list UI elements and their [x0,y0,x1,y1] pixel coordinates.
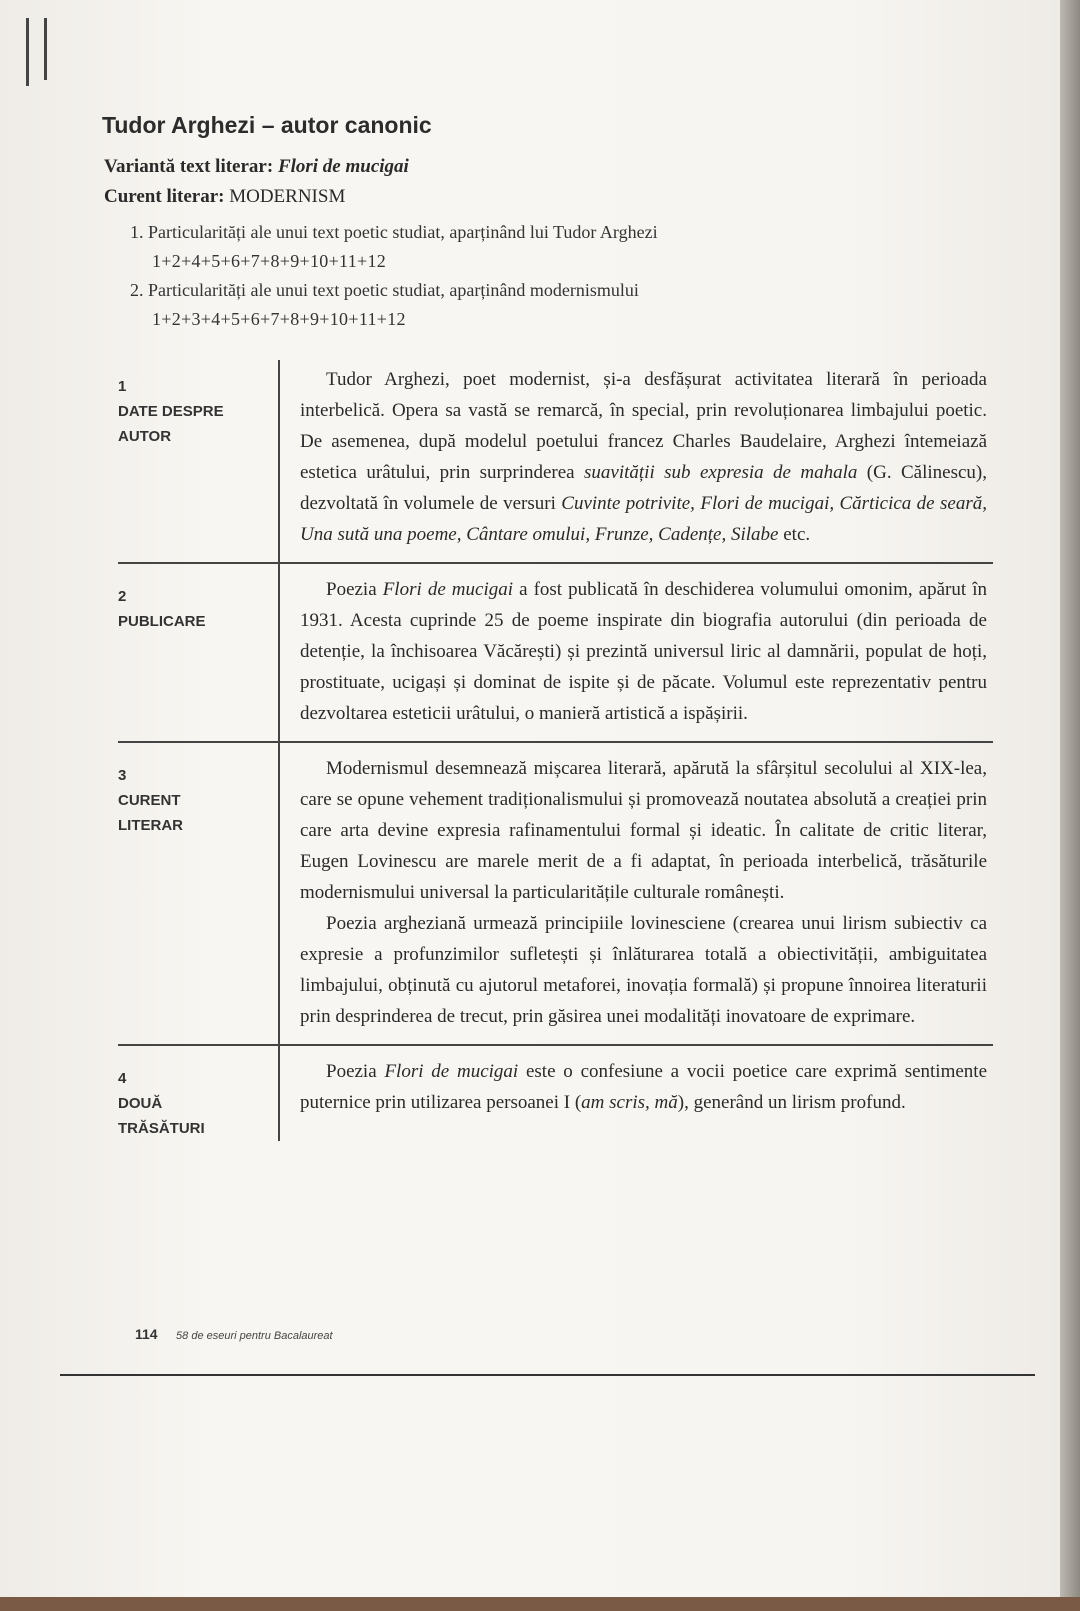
paragraph: Modernismul desemnează mișcarea literară, apărută la sfârșitul secolului al XIX-lea, care se opune vehement tradiționalismului și promovează noutatea absolută a creației prin care arta devine expresia rafinamentului formal și ideatic. În calitate de critic literar, Eugen Lovinescu are marele merit de a fi adaptat, în perioada interbelică, trăsăturile modernismului universal la particularitățile culturale românești. [300,758,987,903]
text-span: Poezia [326,579,383,600]
footer-divider [60,1374,1035,1376]
paragraph: Poezia argheziană urmează principiile lovinesciene (crearea unui lirism subiectiv ca expresie a profunzimilor sufletești și înlăturarea totală a obiectivității, ambiguitatea limbajului, obținută cu ajutorul metaforei, inovația formală) și propune înnoirea literaturii prin desprinderea de trecut, prin găsirea unei modalități inovatoare de exprimare. [300,913,987,1027]
row-content [278,743,993,1044]
text-span: (G. Călinescu), dezvoltată în volumele de versuri [300,462,987,514]
requirement-text: 1. Particularități ale unui text poetic studiat, aparținând lui Tudor Arghezi [130,222,658,242]
row-label [108,564,278,741]
row-number: 4 [118,1070,127,1087]
row-label [108,360,278,562]
poem-title-italic: Flori de mucigai [382,579,514,600]
essay-table [108,360,993,1141]
variant-label: Variantă text literar: [104,156,274,177]
table-row [108,564,993,741]
text-span: Poezia [326,1061,385,1082]
current-label: Curent literar: [104,186,225,207]
quote-italic: am scris, mă [581,1092,678,1113]
row-content [278,360,993,562]
row-number: 3 [118,767,127,784]
row-title: DOUĂ [118,1095,163,1112]
row-label [108,1046,278,1141]
book-title: 58 de eseuri pentru Bacalaureat [176,1330,333,1342]
current-value: MODERNISM [229,186,346,207]
row-label [108,743,278,1044]
text-span: etc. [778,524,811,545]
page-edge [1060,0,1080,1611]
row-title: DATE DESPRE [118,403,224,420]
row-title: LITERAR [118,817,183,834]
requirement-text: 2. Particularități ale unui text poetic studiat, aparținând modernismului [130,280,639,300]
paragraph [300,574,987,729]
row-content [278,1046,993,1141]
table-row [108,743,993,1044]
table-row [108,1046,993,1141]
row-content [278,564,993,741]
quote-italic: suavității sub expresia de mahala [584,462,858,483]
table-surface [0,1597,1080,1611]
row-title: CURENT [118,792,181,809]
row-title: TRĂSĂTURI [118,1120,205,1137]
table-row [108,360,993,562]
page-footer [135,1326,333,1344]
page-number: 114 [135,1326,158,1342]
row-number: 2 [118,588,127,605]
row-title: PUBLICARE [118,613,206,630]
margin-marks [26,18,50,88]
text-span: Tudor Arghezi, poet modernist, și-a desfășurat activitatea literară în perioada interbelică. Opera sa vastă se remarcă, în special, prin revoluționarea limbajului poetic. De asemenea, după modelul poetului francez Charles Baudelaire, Arghezi întemeiază estetica urâtului, prin surprinderea [300,369,987,483]
requirements-list [130,218,658,334]
text-span: ), generând un lirism profund. [677,1092,906,1113]
current-line [104,182,409,212]
text-metadata [104,152,409,212]
text-span: a fost publicată în deschiderea volumului omonim, apărut în 1931. Acesta cuprinde 25 de poeme inspirate din biografia autorului (din perioada de detenție, la închisoarea Văcărești) și prezintă universul liric al damnării, populat de hoți, prostituate, ucigași și dominat de ispite și de păcate. Volumul este reprezentativ pentru dezvoltarea esteticii urâtului, o manieră artistică a ispășirii. [300,579,988,724]
paragraph [300,364,987,550]
variant-line [104,152,409,182]
page-title: Tudor Arghezi – autor canonic [102,112,432,138]
requirement-formula: 1+2+4+5+6+7+8+9+10+11+12 [152,251,387,271]
variant-value: Flori de mucigai [277,156,409,177]
paragraph [300,1056,987,1118]
row-number: 1 [118,378,127,395]
works-list: Cuvinte potrivite, Flori de mucigai, Cărticica de seară, Una sută una poeme, Cântare omului, Frunze, Cadențe, Silabe [300,493,987,545]
poem-title-italic: Flori de mucigai [384,1061,519,1082]
row-title: AUTOR [118,428,172,445]
requirement-formula: 1+2+3+4+5+6+7+8+9+10+11+12 [152,309,406,329]
text-span: este o confesiune a vocii poetice care exprimă sentimente puternice prin utilizarea persoanei I ( [300,1061,988,1113]
